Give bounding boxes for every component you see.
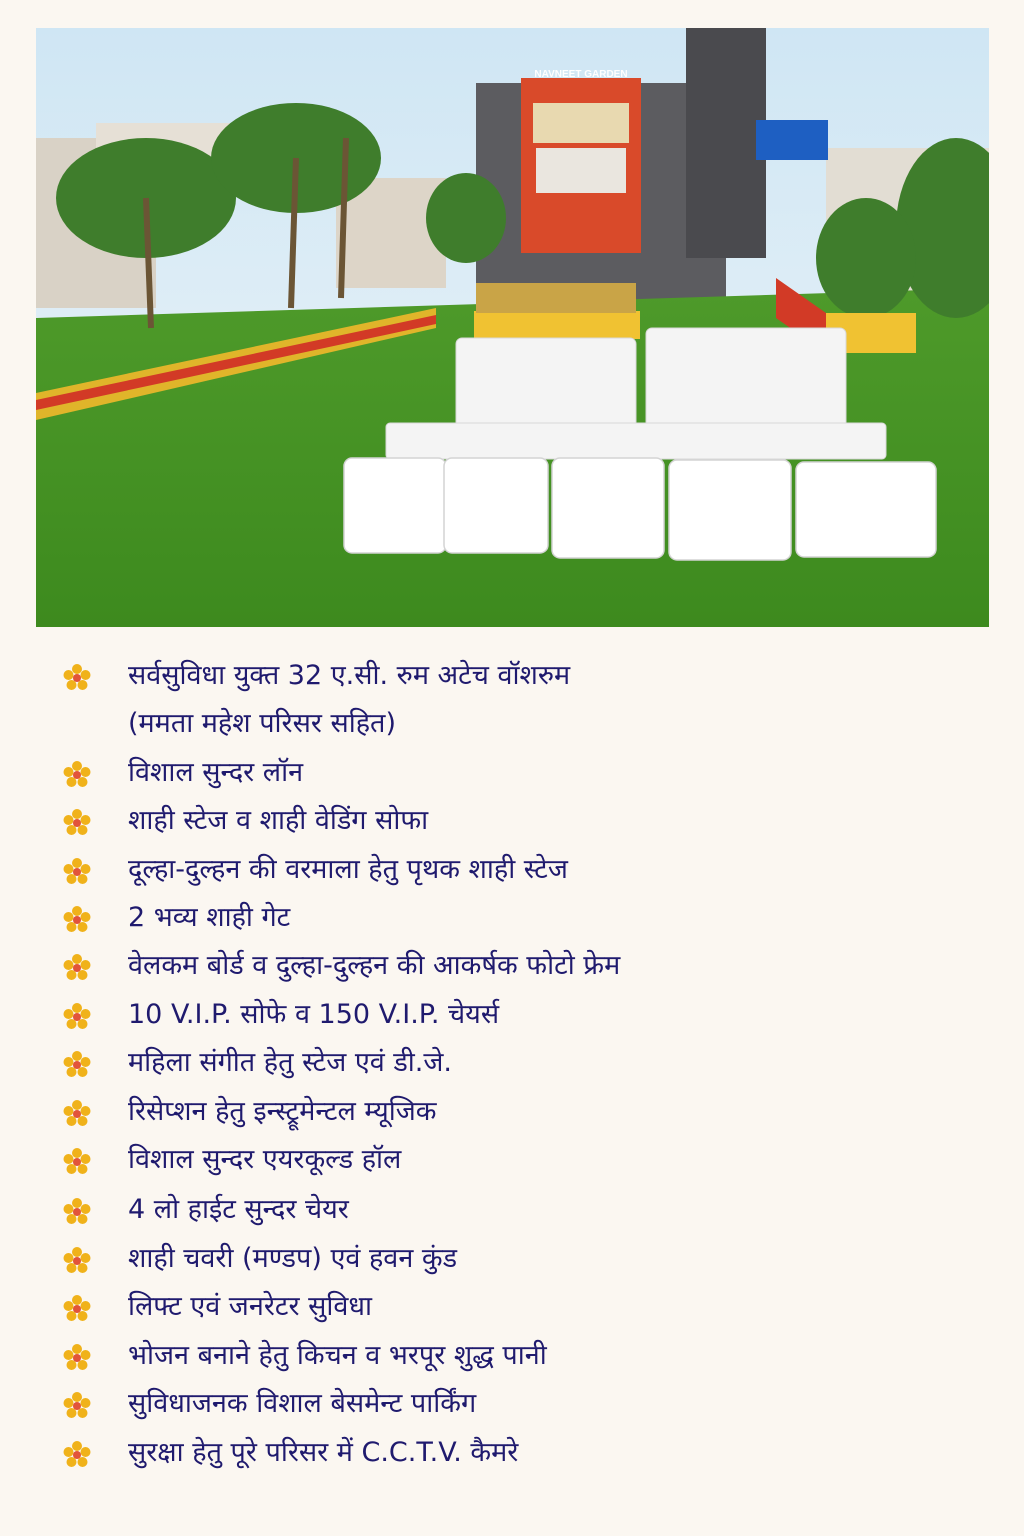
list-item: [62, 749, 962, 797]
feature-text: 2 भव्य शाही गेट: [128, 902, 291, 934]
feature-text: विशाल सुन्दर एयरकूल्ड हॉल: [128, 1144, 402, 1176]
flower-bullet-icon: [62, 663, 92, 693]
feature-text: दूल्हा-दुल्हन की वरमाला हेतु पृथक शाही स्टेज: [128, 853, 568, 885]
feature-text: सुविधाजनक विशाल बेसमेन्ट पार्किंग: [128, 1388, 477, 1420]
feature-text: महिला संगीत हेतु स्टेज एवं डी.जे.: [128, 1047, 452, 1079]
flower-bullet-icon: [62, 1246, 92, 1276]
feature-text-line2: (ममता महेश परिसर सहित): [128, 708, 396, 740]
flower-bullet-icon: [62, 857, 92, 887]
list-item: [62, 1235, 962, 1283]
flower-bullet-icon: [62, 953, 92, 983]
feature-text: रिसेप्शन हेतु इन्स्ट्रूमेन्टल म्यूजिक: [128, 1095, 437, 1127]
flower-bullet-icon: [62, 1099, 92, 1129]
flower-bullet-icon: [62, 1391, 92, 1421]
feature-text: विशाल सुन्दर लॉन: [128, 756, 304, 788]
feature-text: वेलकम बोर्ड व दुल्हा-दुल्हन की आकर्षक फोटो फ्रेम: [128, 950, 621, 982]
list-item: [62, 1039, 962, 1087]
flower-bullet-icon: [62, 905, 92, 935]
list-item: [62, 797, 962, 845]
list-item: [62, 1283, 962, 1331]
flower-bullet-icon: [62, 1147, 92, 1177]
flower-bullet-icon: [62, 760, 92, 790]
feature-text: शाही स्टेज व शाही वेडिंग सोफा: [128, 805, 429, 837]
list-item: [62, 652, 962, 749]
list-item: [62, 1429, 962, 1477]
list-item: [62, 1186, 962, 1234]
feature-text: सर्वसुविधा युक्त 32 ए.सी. रुम अटेच वॉशरुम: [128, 660, 571, 691]
feature-list: [62, 652, 962, 1477]
feature-text: 4 लो हाईट सुन्दर चेयर: [128, 1194, 349, 1226]
feature-text: सुरक्षा हेतु पूरे परिसर में C.C.T.V. कैमरे: [128, 1436, 519, 1468]
list-item: [62, 1380, 962, 1428]
list-item: [62, 846, 962, 894]
flower-bullet-icon: [62, 1002, 92, 1032]
flower-bullet-icon: [62, 1440, 92, 1470]
flower-bullet-icon: [62, 808, 92, 838]
list-item: [62, 1136, 962, 1184]
flower-bullet-icon: [62, 1197, 92, 1227]
venue-photo: [36, 28, 989, 627]
feature-text: 10 V.I.P. सोफे व 150 V.I.P. चेयर्स: [128, 998, 500, 1030]
feature-text: शाही चवरी (मण्डप) एवं हवन कुंड: [128, 1242, 458, 1274]
list-item: [62, 1088, 962, 1136]
flower-bullet-icon: [62, 1050, 92, 1080]
feature-text: भोजन बनाने हेतु किचन व भरपूर शुद्ध पानी: [128, 1339, 547, 1371]
list-item: [62, 894, 962, 942]
list-item: [62, 1332, 962, 1380]
list-item: [62, 942, 962, 990]
flower-bullet-icon: [62, 1343, 92, 1373]
feature-text: लिफ्ट एवं जनरेटर सुविधा: [128, 1291, 372, 1323]
flower-bullet-icon: [62, 1294, 92, 1324]
list-item: [62, 991, 962, 1039]
building-sign: NAVNEET GARDEN: [534, 69, 628, 80]
